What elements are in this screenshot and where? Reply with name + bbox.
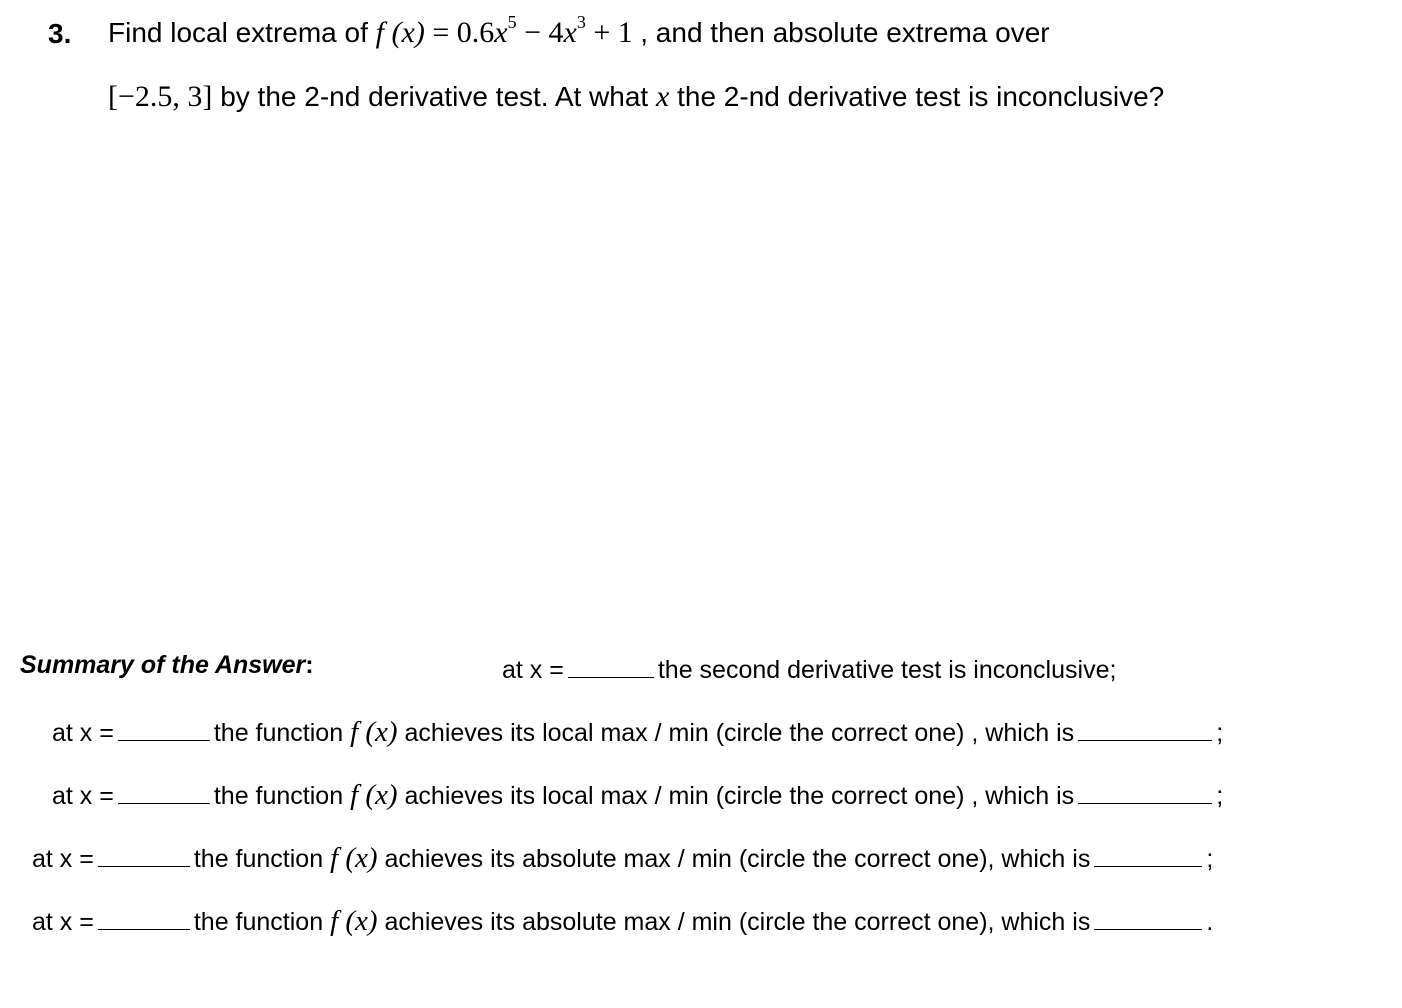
local-2-x-blank[interactable] — [118, 777, 210, 804]
inconclusive-x-blank[interactable] — [568, 651, 654, 678]
interval: [−2.5, 3] — [108, 80, 213, 113]
the-function-label: the function — [193, 908, 324, 936]
inconclusive-row — [502, 651, 1116, 685]
fx-symbol: f (x) — [330, 905, 378, 937]
abs-row2-text: achieves its absolute max / min (circle the correct one), which is — [384, 908, 1091, 936]
end-semicolon: ; — [1216, 782, 1224, 810]
line1-prefix: Find local extrema of — [108, 17, 368, 48]
end-semicolon: ; — [1206, 845, 1214, 873]
question-number: 3. — [48, 18, 72, 49]
question-line-2 — [108, 80, 1164, 114]
at-x-label: at x = — [32, 908, 94, 936]
minus-sign: − — [524, 16, 541, 49]
line1-suffix: , and then absolute extrema over — [640, 17, 1050, 48]
summary-title: Summary of the Answer: — [20, 651, 314, 679]
line2-text: by the 2-nd derivative test. At what — [220, 81, 649, 112]
end-period: . — [1206, 908, 1214, 936]
abs-row-text: achieves its absolute max / min (circle the correct one), which is — [384, 845, 1091, 873]
local-1-value-blank[interactable] — [1078, 714, 1212, 741]
local-row2-text: achieves its local max / min (circle the correct one) , which is — [404, 782, 1075, 810]
question-line-1 — [108, 12, 1050, 50]
the-function-label: the function — [193, 845, 324, 873]
equals-sign: = — [432, 16, 450, 49]
the-function-label: the function — [213, 719, 344, 747]
exponent-5: 5 — [507, 12, 517, 33]
local-1-x-blank[interactable] — [118, 714, 210, 741]
fx-symbol: f (x) — [330, 842, 378, 874]
plus-one: + 1 — [593, 16, 633, 49]
the-function-label: the function — [213, 782, 344, 810]
absolute-2-x-blank[interactable] — [98, 903, 190, 930]
local-row-text: achieves its local max / min (circle the correct one) , which is — [404, 719, 1075, 747]
absolute-1-x-blank[interactable] — [98, 840, 190, 867]
absolute-extremum-row-2 — [32, 903, 1213, 938]
function-lhs: f (x) — [375, 16, 425, 49]
local-extremum-row-2 — [52, 777, 1223, 812]
coef-2: 4 — [548, 16, 564, 49]
var-x-1: x — [494, 16, 508, 49]
absolute-1-value-blank[interactable] — [1094, 840, 1202, 867]
local-extremum-row-1 — [52, 714, 1223, 749]
coef-1: 0.6 — [456, 16, 495, 49]
function-expression — [375, 12, 641, 49]
at-x-label: at x = — [502, 656, 564, 684]
inconclusive-text: the second derivative test is inconclusive; — [657, 656, 1117, 684]
line2-end: the 2-nd derivative test is inconclusive? — [677, 81, 1165, 112]
absolute-extremum-row-1 — [32, 840, 1213, 875]
end-semicolon: ; — [1216, 719, 1224, 747]
at-x-label: at x = — [52, 782, 114, 810]
absolute-2-value-blank[interactable] — [1094, 903, 1202, 930]
fx-symbol: f (x) — [350, 716, 398, 748]
local-2-value-blank[interactable] — [1078, 777, 1212, 804]
fx-symbol: f (x) — [350, 779, 398, 811]
line2-var-x: x — [655, 80, 670, 113]
var-x-2: x — [563, 16, 577, 49]
at-x-label: at x = — [32, 845, 94, 873]
at-x-label: at x = — [52, 719, 114, 747]
exponent-3: 3 — [576, 12, 586, 33]
